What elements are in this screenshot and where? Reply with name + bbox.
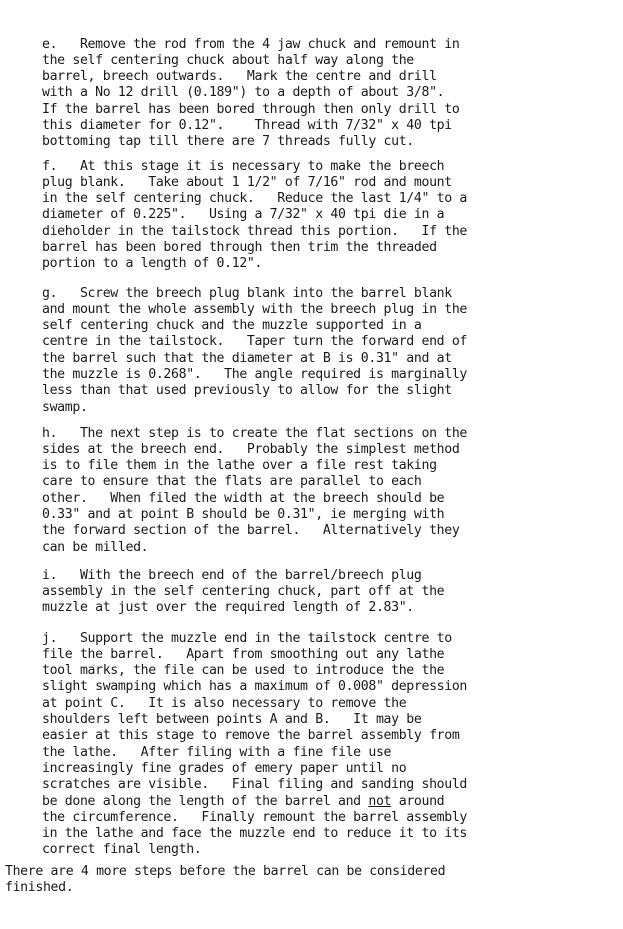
text-line: slight swamping which has a maximum of 0.008" depression <box>42 679 468 695</box>
text-line: barrel has been bored through then trim the threaded <box>42 240 437 256</box>
text-line: the barrel such that the diameter at B is 0.31" and at <box>42 350 452 366</box>
text-line: in the self centering chuck. Reduce the last 1/4" to a <box>42 191 468 207</box>
text-segment: around <box>391 793 445 809</box>
text-line: finished. <box>5 879 74 895</box>
text-line: is to file them in the lathe over a file rest taking <box>42 458 437 474</box>
text-line: e. Remove the rod from the 4 jaw chuck and remount in <box>42 36 460 52</box>
text-line: portion to a length of 0.12". <box>42 256 263 272</box>
text-line: tool marks, the file can be used to introduce the the <box>42 663 445 679</box>
text-line: scratches are visible. Final filing and sanding should <box>42 777 468 793</box>
text-line: with a No 12 drill (0.189") to a depth of about 3/8". <box>42 85 445 101</box>
text-line: 0.33" and at point B should be 0.31", ie merging with <box>42 507 445 523</box>
text-line: bottoming tap till there are 7 threads fully cut. <box>42 134 414 150</box>
text-line: dieholder in the tailstock thread this portion. If the <box>42 223 468 239</box>
underlined-word: not <box>368 793 392 809</box>
text-line: can be milled. <box>42 539 149 555</box>
text-line: in the lathe and face the muzzle end to reduce it to its <box>42 826 468 842</box>
text-line-with-underline <box>42 794 617 810</box>
text-line: i. With the breech end of the barrel/breech plug <box>42 567 422 583</box>
text-line: barrel, breech outwards. Mark the centre and drill <box>42 69 437 85</box>
text-line: the self centering chuck about half way along the <box>42 52 414 68</box>
text-line: less than that used previously to allow for the slight <box>42 383 452 399</box>
text-line: the circumference. Finally remount the barrel assembly <box>42 809 468 825</box>
text-line: muzzle at just over the required length of 2.83". <box>42 600 414 616</box>
text-line: g. Screw the breech plug blank into the barrel blank <box>42 285 452 301</box>
text-line: at point C. It is also necessary to remove the <box>42 695 407 711</box>
closing-paragraph <box>5 831 617 929</box>
text-line: shoulders left between points A and B. It may be <box>42 712 422 728</box>
text-segment: be done along the length of the barrel and <box>42 793 369 809</box>
text-line: sides at the breech end. Probably the simplest method <box>42 441 460 457</box>
text-line: assembly in the self centering chuck, part off at the <box>42 583 445 599</box>
text-line: the lathe. After filing with a fine file use <box>42 744 392 760</box>
text-line: j. Support the muzzle end in the tailstock centre to <box>42 630 452 646</box>
text-line: and mount the whole assembly with the breech plug in the <box>42 301 468 317</box>
text-line: this diameter for 0.12". Thread with 7/32" x 40 tpi <box>42 118 452 134</box>
text-line: plug blank. Take about 1 1/2" of 7/16" rod and mount <box>42 174 452 190</box>
text-line: There are 4 more steps before the barrel can be considered <box>5 863 446 879</box>
text-line: swamp. <box>42 399 88 415</box>
text-line: f. At this stage it is necessary to make the breech <box>42 158 445 174</box>
text-line: the forward section of the barrel. Alternatively they <box>42 523 460 539</box>
text-line: care to ensure that the flats are parallel to each <box>42 474 422 490</box>
text-line: h. The next step is to create the flat sections on the <box>42 425 468 441</box>
text-line: other. When filed the width at the breech should be <box>42 490 445 506</box>
text-line: increasingly fine grades of emery paper until no <box>42 760 407 776</box>
text-line: self centering chuck and the muzzle supported in a <box>42 318 422 334</box>
text-line: easier at this stage to remove the barrel assembly from <box>42 728 460 744</box>
text-line: diameter of 0.225". Using a 7/32" x 40 tpi die in a <box>42 207 445 223</box>
text-line: If the barrel has been bored through then only drill to <box>42 101 460 117</box>
text-line: file the barrel. Apart from smoothing out any lathe <box>42 646 445 662</box>
text-line: centre in the tailstock. Taper turn the forward end of <box>42 334 468 350</box>
text-line: the muzzle is 0.268". The angle required is marginally <box>42 367 468 383</box>
text-line: correct final length. <box>42 842 202 858</box>
